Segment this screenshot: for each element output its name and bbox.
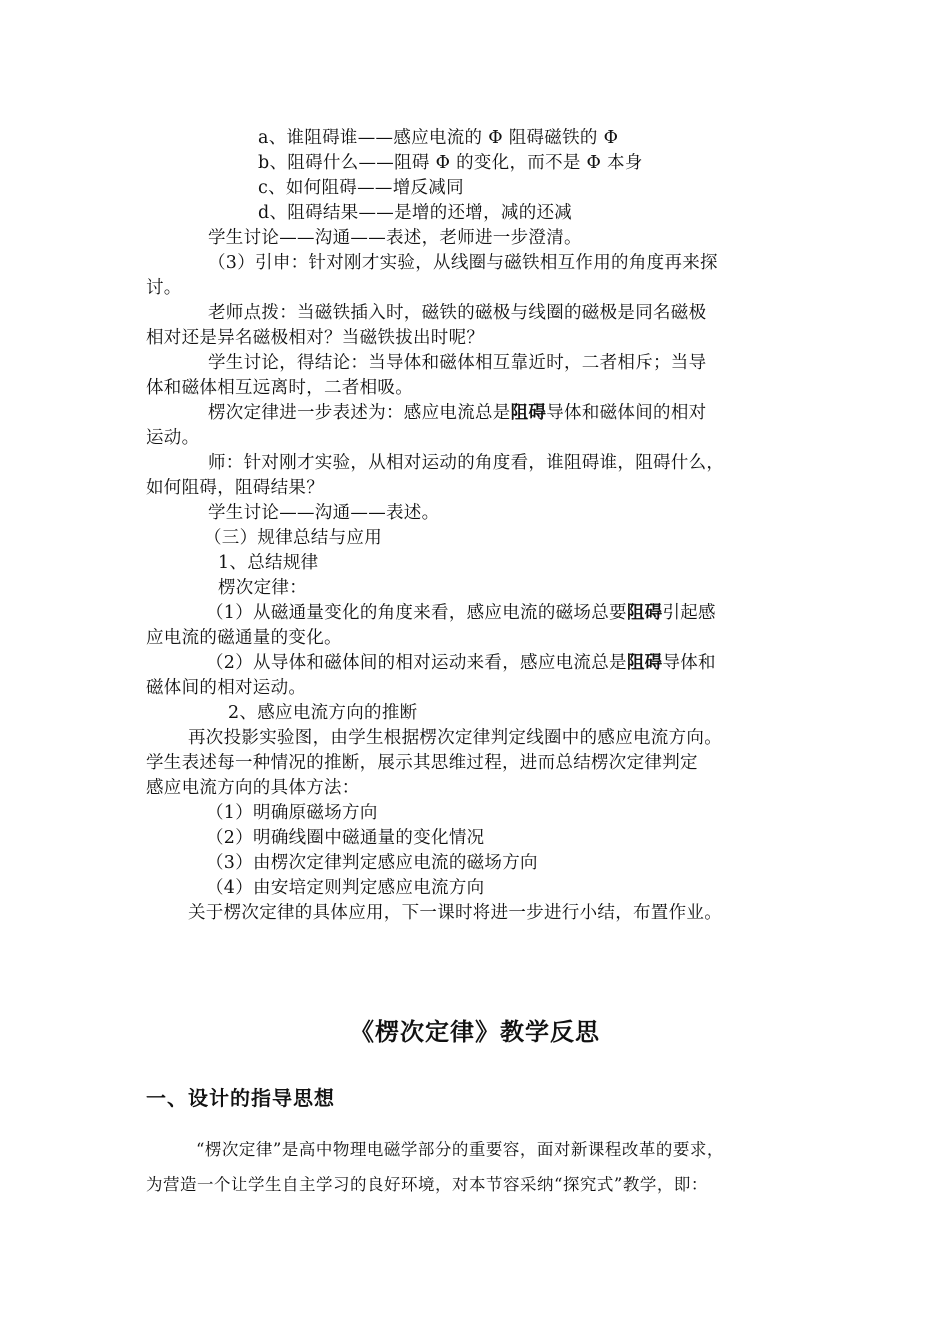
text-segment: （2）从导体和磁体间的相对运动来看，感应电流总是 [206,653,627,673]
paragraph-line: 学生讨论——沟通——表述，老师进一步澄清。 [208,228,582,248]
paragraph-line: 学生表述每一种情况的推断，展示其思维过程，进而总结楞次定律判定 [146,753,698,773]
emphasis-text: 阻碍 [510,403,547,423]
list-item-d: d、阻碍结果——是增的还增，减的还减 [258,203,573,223]
paragraph-line: “楞次定律”是高中物理电磁学部分的重要容，面对新课程改革的要求， [196,1140,724,1159]
text-segment: 导体和磁体间的相对 [546,403,707,423]
paragraph-line: 关于楞次定律的具体应用，下一课时将进一步进行小结，布置作业。 [188,903,722,923]
paragraph-line: 应电流的磁通量的变化。 [146,628,342,648]
paragraph-line: 讨。 [146,278,182,298]
page-title: 《楞次定律》教学反思 [350,1017,600,1046]
emphasis-text: 阻碍 [626,653,663,673]
subsection-label: 2、感应电流方向的推断 [228,703,418,723]
paragraph-line: 如何阻碍，阻碍结果？ [146,478,324,498]
paragraph-line-with-emphasis [206,651,716,675]
text-segment: 楞次定律进一步表述为：感应电流总是 [208,403,511,423]
list-item-a: a、谁阻碍谁——感应电流的 Φ 阻碍磁铁的 Φ [258,128,619,148]
text-segment: （1）从磁通量变化的角度来看，感应电流的磁场总要 [206,603,627,623]
text-segment: 引起感 [662,603,716,623]
paragraph-line: 磁体间的相对运动。 [146,678,307,698]
paragraph-line: 师：针对刚才实验，从相对运动的角度看，谁阻碍谁，阻碍什么， [208,453,725,473]
emphasis-text: 阻碍 [626,603,663,623]
section-heading: 一、设计的指导思想 [146,1086,335,1110]
paragraph-line: 为营造一个让学生自主学习的良好环境，对本节容采纳“探究式”教学，即： [146,1175,708,1194]
subsection-label: 1、总结规律 [218,553,319,573]
step-item: （4）由安培定则判定感应电流方向 [206,878,485,898]
paragraph-line: 相对还是异名磁极相对？当磁铁拔出时呢？ [146,328,485,348]
paragraph-line: 体和磁体相互远离时，二者相吸。 [146,378,413,398]
text-segment: 导体和 [662,653,716,673]
paragraph-line: 老师点拨：当磁铁插入时，磁铁的磁极与线圈的磁极是同名磁极 [208,303,707,323]
list-item-b: b、阻碍什么——阻碍 Φ 的变化，而不是 Φ 本身 [258,153,643,173]
paragraph-line: 再次投影实验图，由学生根据楞次定律判定线圈中的感应电流方向。 [188,728,722,748]
paragraph-line-with-emphasis [206,601,716,625]
section-label: （三）规律总结与应用 [204,528,382,548]
paragraph-line: 学生讨论，得结论：当导体和磁体相互靠近时，二者相斥；当导 [208,353,707,373]
paragraph-line: 楞次定律： [218,578,307,598]
step-item: （2）明确线圈中磁通量的变化情况 [206,828,485,848]
paragraph-line: （3）引申：针对刚才实验，从线圈与磁铁相互作用的角度再来探 [208,253,718,273]
paragraph-line: 感应电流方向的具体方法： [146,778,360,798]
paragraph-line-with-emphasis [208,401,706,425]
step-item: （3）由楞次定律判定感应电流的磁场方向 [206,853,538,873]
list-item-c: c、如何阻碍——增反减同 [258,178,464,198]
paragraph-line: 运动。 [146,428,200,448]
paragraph-line: 学生讨论——沟通——表述。 [208,503,440,523]
step-item: （1）明确原磁场方向 [206,803,378,823]
